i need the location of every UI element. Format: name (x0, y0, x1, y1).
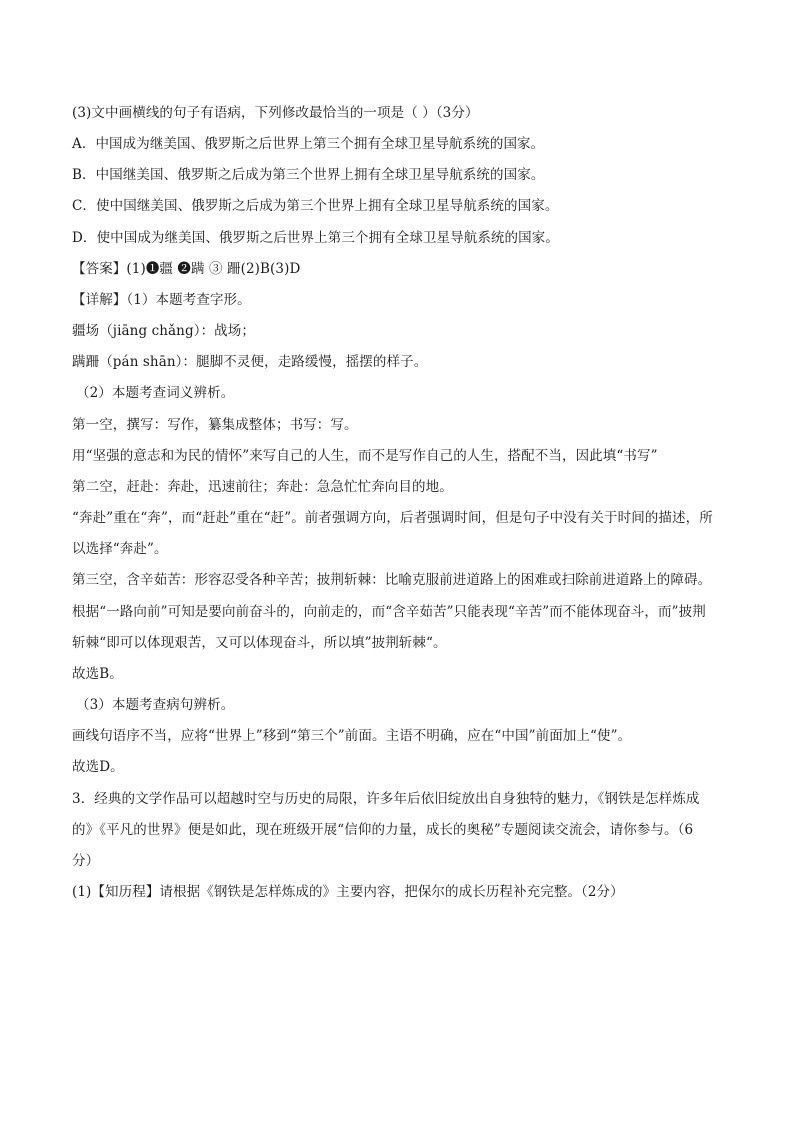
explanation-line: 用“坚强的意志和为民的情怀”来写自己的人生，而不是写作自己的人生，搭配不当，因此填“书写” (72, 448, 658, 464)
explanation-line: 画线句语序不当，应将“世界上”移到“第三个”前面。主语不明确，应在“中国”前面加上“使”。 (72, 728, 632, 744)
explanation-line: 第二空，赶赴：奔赴，迅速前往；奔赴：急急忙忙奔向目的地。 (72, 479, 453, 495)
explanation-line: （3）本题考查病句辨析。 (76, 697, 235, 713)
explanation-line: 故选D。 (72, 759, 124, 775)
explanation-line: （2）本题考查词义辨析。 (76, 385, 235, 401)
explanation-line: “奔赴”重在“奔”，而“赶赴”重在“赶”。前者强调方向，后者强调时间，但是句子中没有关于时间的描述，所 (72, 510, 713, 526)
question-3-sub1: (1)【知历程】请根据《钢铁是怎样炼成的》主要内容，把保尔的成长历程补充完整。（2分） (72, 884, 624, 900)
explanation-line: 以选择“奔赴”。 (72, 541, 168, 557)
option-a: A．中国成为继美国、俄罗斯之后世界上第三个拥有全球卫星导航系统的国家。 (72, 136, 545, 152)
question-3-stem: 分） (72, 853, 100, 869)
question-3-stem: 的》《平凡的世界》便是如此，现在班级开展“信仰的力量，成长的奥秘”专题阅读交流会，请你参与。（6 (72, 822, 694, 838)
explanation-line: 蹒跚（pán shān）：腿脚不灵便，走路缓慢，摇摆的样子。 (72, 354, 428, 370)
option-c: C．使中国继美国、俄罗斯之后成为第三个世界上拥有全球卫星导航系统的国家。 (72, 198, 559, 214)
explanation-line: 斩棘“即可以体现艰苦，又可以体现奋斗，所以填”披荆斩棘“。 (72, 635, 447, 651)
explanation-line: 故选B。 (72, 666, 123, 682)
explanation-line: 第三空，含辛茹苦：形容忍受各种辛苦；披荆斩棘：比喻克服前进道路上的困难或扫除前进道路上的障碍。 (72, 572, 712, 588)
explanation-line: 第一空，撰写：写作，纂集成整体；书写：写。 (72, 417, 358, 433)
option-b: B．中国继美国、俄罗斯之后成为第三个世界上拥有全球卫星导航系统的国家。 (72, 167, 545, 183)
answer-line: 【答案】(1)❶疆 ❷蹒 ③ 跚(2)B(3)D (72, 261, 301, 277)
explanation-heading: 【详解】（1）本题考查字形。 (72, 292, 251, 308)
question-3-sub3-stem: (3)文中画横线的句子有语病，下列修改最恰当的一项是（ ）（3分） (72, 105, 479, 121)
explanation-line: 疆场（jiāng chǎng）：战场； (72, 323, 255, 339)
question-3-stem: 3．经典的文学作品可以超越时空与历史的局限，许多年后依旧绽放出自身独特的魅力，《钢铁是怎样炼成 (72, 791, 700, 807)
explanation-line: 根据“一路向前”可知是要向前奋斗的，向前走的，而“含辛茹苦”只能表现“辛苦”而不能体现奋斗，而”披荆 (72, 604, 706, 620)
option-d: D．使中国成为继美国、俄罗斯之后世界上第三个拥有全球卫星导航系统的国家。 (72, 230, 559, 246)
